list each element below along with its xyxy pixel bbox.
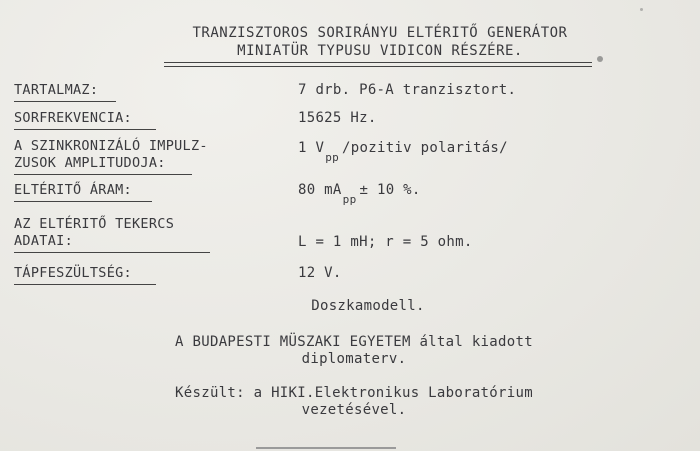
spec-label-content [14, 82, 98, 99]
spec-value-line-frequency: 15625 Hz. [298, 110, 377, 126]
label-underline [14, 129, 156, 130]
footer-lab-line: Készült: a HIKI.Elektronikus Laboratórium [175, 385, 533, 401]
title-underline [164, 62, 592, 63]
value-main: 1 V [298, 140, 325, 156]
label-underline [14, 284, 156, 285]
paper-speck [640, 8, 643, 11]
spec-value-content: 7 drb. P6-A tranzisztort. [298, 82, 517, 98]
spec-value-supply-voltage: 12 V. [298, 265, 342, 281]
spec-label-text: SORFREKVENCIA: [14, 110, 132, 126]
spec-label-text: ELTÉRITŐ ÁRAM: [14, 182, 132, 198]
spec-label-sync-pulse-1: A SZINKRONIZÁLÓ IMPULZ- [14, 138, 208, 154]
spec-label-text: ADATAI: [14, 233, 73, 249]
footer-university-line: A BUDAPESTI MÜSZAKI EGYETEM által kiadott [175, 334, 533, 350]
value-subscript: pp [325, 151, 340, 164]
label-underline [14, 252, 210, 253]
spec-value-coil-data: L = 1 mH; r = 5 ohm. [298, 234, 473, 250]
footer-diploma-line: diplomaterv. [301, 351, 407, 367]
spec-value-deflection-current [298, 182, 421, 206]
title-line-1: TRANZISZTOROS SORIRÁNYU ELTÉRITŐ GENERÁTOR [192, 25, 568, 41]
spec-label-deflection-current [14, 182, 132, 199]
bottom-edge-mark [256, 447, 396, 449]
footer-model-note: Doszkamodell. [311, 298, 425, 314]
value-subscript: pp [342, 193, 357, 206]
spec-label-text: TÁPFESZÜLTSÉG: [14, 265, 132, 281]
spec-label-supply-voltage [14, 265, 132, 282]
spec-label-line-frequency [14, 110, 132, 127]
title-line-2: MINIATÜR TYPUSU VIDICON RÉSZÉRE. [237, 43, 523, 59]
spec-label-coil-data-1: AZ ELTÉRITŐ TEKERCS [14, 216, 175, 232]
spec-value-sync-pulse [298, 140, 508, 164]
label-underline [14, 201, 152, 202]
title-double-underline [164, 66, 592, 67]
value-rest: /pozitiv polaritás/ [342, 140, 508, 156]
value-main: 80 mA [298, 182, 342, 198]
spec-label-sync-pulse-2 [14, 155, 166, 172]
label-underline [14, 101, 116, 102]
footer-supervision-line: vezetésével. [301, 402, 407, 418]
paper-speck [597, 56, 603, 62]
value-rest: ± 10 %. [359, 182, 421, 198]
label-underline [14, 174, 192, 175]
document-title [160, 24, 600, 60]
spec-label-text: TARTALMAZ: [14, 82, 99, 98]
spec-label-text: ZUSOK AMPLITUDOJA: [14, 155, 166, 171]
spec-label-coil-data-2 [14, 233, 73, 250]
